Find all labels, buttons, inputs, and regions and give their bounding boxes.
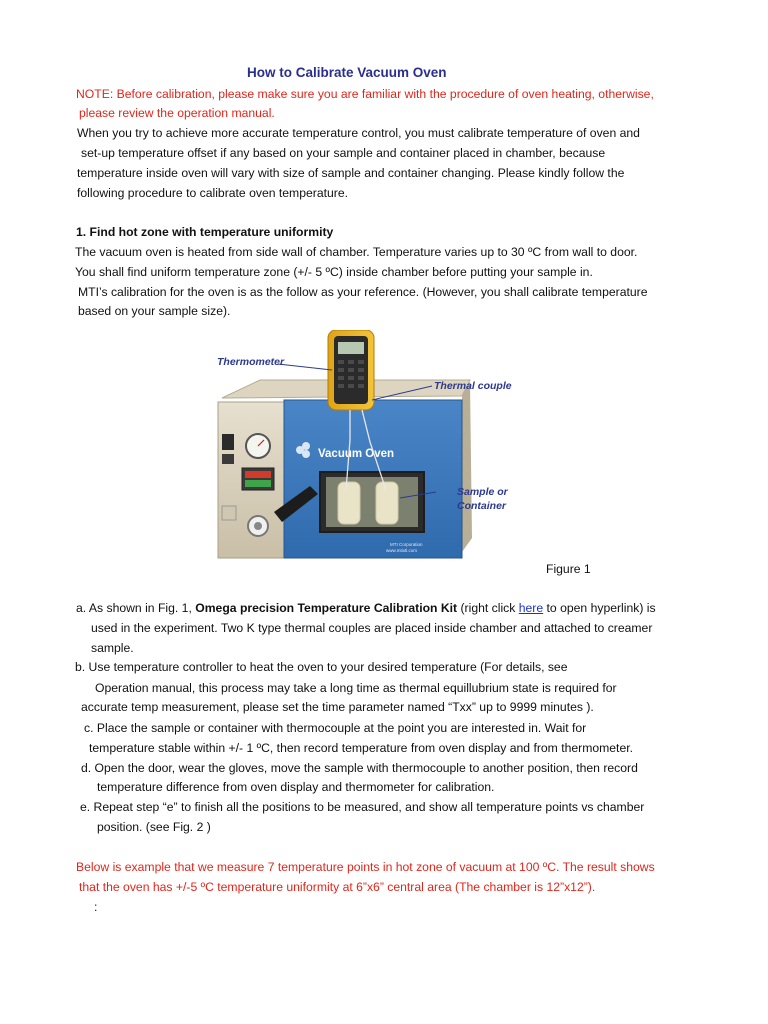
- step-c-line-1: c. Place the sample or container with thermocouple at the point you are interested in. Wait for: [84, 721, 587, 735]
- thermometer-device: [328, 330, 374, 410]
- figure-caption: Figure 1: [546, 562, 591, 576]
- step-b-line-3: accurate temp measurement, please set the time parameter named “Txx” up to 9999 minutes ).: [81, 700, 594, 714]
- trailing-colon: :: [94, 900, 98, 914]
- vacuum-oven-figure: [200, 330, 530, 565]
- hyperlink-here[interactable]: here: [518, 601, 544, 615]
- section-line-2: You shall find uniform temperature zone (+/- 5 ºC) inside chamber before putting your sample in.: [75, 265, 593, 279]
- step-a-suffix: to open hyperlink) is: [543, 601, 656, 615]
- thermal-couple-label: Thermal couple: [434, 380, 512, 392]
- step-b-line-2: Operation manual, this process may take a long time as thermal equillubrium state is required for: [95, 681, 617, 695]
- step-e-line-2: position. (see Fig. 2 ): [97, 820, 211, 834]
- step-e-line-1: e. Repeat step “e” to finish all the positions to be measured, and show all temperature points vs chamber: [80, 800, 645, 814]
- step-a-line-2: used in the experiment. Two K type thermal couples are placed inside chamber and attached to creamer: [91, 621, 653, 635]
- thermometer-pointer: [278, 364, 332, 370]
- brand-line-1: MTI Corporation: [390, 542, 423, 547]
- section-line-3: MTI’s calibration for the oven is as the follow as your reference. (However, you shall calibrate temperature: [78, 285, 648, 299]
- power-switch: [222, 434, 234, 450]
- intro-line-1: When you try to achieve more accurate temperature control, you must calibrate temperature of oven and: [77, 126, 640, 140]
- step-a-mid: (right click: [457, 601, 519, 615]
- sample-label-line-2: Container: [457, 500, 507, 512]
- calibration-kit-name: Omega precision Temperature Calibration Kit: [195, 601, 458, 615]
- note-line-2: please review the operation manual.: [79, 106, 275, 120]
- oven-label: Vacuum Oven: [318, 448, 395, 460]
- page-title: How to Calibrate Vacuum Oven: [247, 65, 447, 80]
- thermometer-label: Thermometer: [217, 356, 285, 368]
- step-d-line-1: d. Open the door, wear the gloves, move the sample with thermocouple to another position, then record: [81, 761, 638, 775]
- brand-line-2: www.mtixtl.com: [386, 548, 418, 553]
- example-line-2: that the oven has +/-5 ºC temperature uniformity at 6”x6” central area (The chamber is 12”x12”).: [79, 880, 596, 894]
- intro-line-4: following procedure to calibrate oven temperature.: [77, 186, 348, 200]
- section-line-1: The vacuum oven is heated from side wall of chamber. Temperature varies up to 30 ºC from wall to door.: [75, 245, 638, 259]
- step-a-prefix: a. As shown in Fig. 1,: [76, 601, 196, 615]
- step-a-line-3: sample.: [91, 641, 134, 655]
- example-line-1: Below is example that we measure 7 temperature points in hot zone of vacuum at 100 ºC. The result shows: [76, 860, 655, 874]
- note-line-1: NOTE: Before calibration, please make sure you are familiar with the procedure of oven heating, otherwise,: [76, 87, 654, 101]
- step-b-line-1: b. Use temperature controller to heat the oven to your desired temperature (For details, see: [75, 660, 568, 674]
- intro-line-2: set-up temperature offset if any based on your sample and container placed in chamber, because: [81, 146, 606, 160]
- section-line-4: based on your sample size).: [78, 304, 231, 318]
- step-d-line-2: temperature difference from oven display and thermometer for calibration.: [97, 780, 495, 794]
- step-a-line-1: [76, 600, 656, 616]
- intro-line-3: temperature inside oven will vary with size of sample and container changing. Please kindly follow the: [77, 166, 625, 180]
- step-c-line-2: temperature stable within +/- 1 ºC, then record temperature from oven display and from thermometer.: [89, 741, 633, 755]
- sample-label-line-1: Sample or: [457, 486, 508, 498]
- section-heading: 1. Find hot zone with temperature uniformity: [76, 225, 334, 239]
